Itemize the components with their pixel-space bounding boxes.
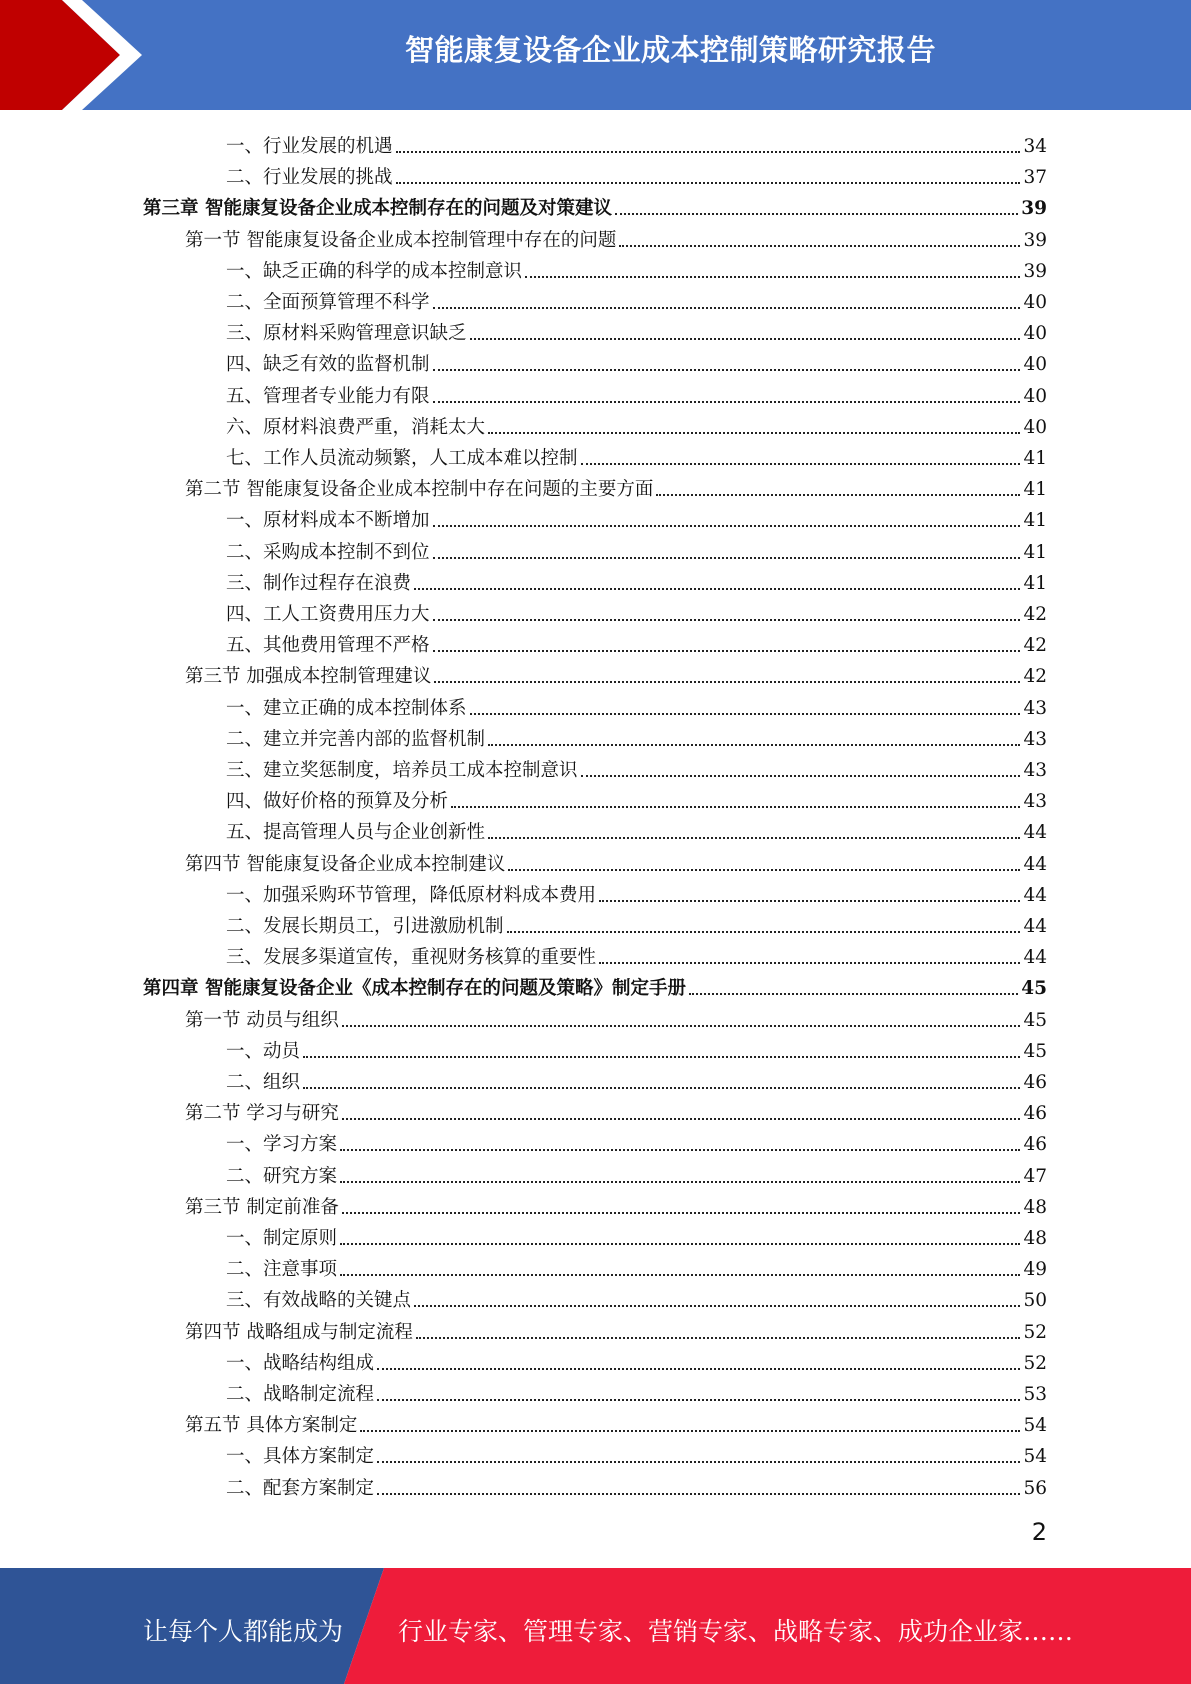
toc-entry-page: 46 (1023, 1072, 1047, 1093)
toc-dot-leader (433, 307, 1021, 309)
toc-subsection-entry[interactable] (226, 627, 1047, 658)
toc-entry-label: 第三章 智能康复设备企业成本控制存在的问题及对策建议 (143, 198, 612, 220)
toc-dot-leader (689, 993, 1018, 995)
toc-subsection-entry[interactable] (226, 908, 1047, 939)
toc-entry-label: 一、加强采购环节管理，降低原材料成本费用 (226, 884, 597, 906)
toc-subsection-entry[interactable] (226, 1126, 1047, 1157)
toc-dot-leader (433, 525, 1021, 527)
toc-entry-page: 54 (1023, 1415, 1047, 1437)
toc-entry-label: 二、发展长期员工，引进激励机制 (226, 916, 504, 937)
toc-dot-leader (525, 276, 1020, 278)
toc-dot-leader (433, 401, 1021, 403)
toc-dot-leader (414, 1305, 1020, 1307)
toc-entry-page: 40 (1023, 354, 1047, 376)
toc-chapter-entry[interactable] (143, 190, 1047, 221)
toc-dot-leader (581, 463, 1021, 465)
toc-entry-page: 40 (1023, 323, 1047, 345)
toc-dot-leader (360, 1430, 1020, 1432)
toc-subsection-entry[interactable] (226, 1220, 1047, 1251)
page-header (0, 0, 1191, 110)
toc-dot-leader (581, 775, 1021, 777)
toc-subsection-entry[interactable] (226, 721, 1047, 752)
toc-entry-page: 44 (1023, 822, 1047, 844)
toc-section-entry[interactable] (185, 1189, 1047, 1220)
toc-dot-leader (377, 1493, 1020, 1495)
toc-subsection-entry[interactable] (226, 565, 1047, 596)
toc-subsection-entry[interactable] (226, 1470, 1047, 1501)
report-title: 智能康复设备企业成本控制策略研究报告 (404, 33, 936, 67)
toc-entry-page: 46 (1023, 1103, 1047, 1125)
toc-dot-leader (451, 806, 1020, 808)
toc-entry-page: 39 (1023, 229, 1047, 251)
toc-entry-label: 七、工作人员流动频繁，人工成本难以控制 (226, 448, 578, 469)
toc-entry-label: 二、战略制定流程 (226, 1384, 375, 1405)
toc-section-entry[interactable] (185, 846, 1047, 877)
toc-entry-page: 40 (1023, 385, 1047, 407)
toc-dot-leader (508, 869, 1020, 871)
toc-entry-label: 三、建立奖惩制度，培养员工成本控制意识 (226, 760, 578, 781)
toc-entry-label: 第四节 智能康复设备企业成本控制建议 (185, 853, 506, 875)
toc-entry-label: 四、做好价格的预算及分析 (226, 791, 449, 813)
toc-entry-page: 50 (1023, 1290, 1047, 1312)
toc-entry-page: 48 (1023, 1196, 1047, 1218)
toc-entry-label: 一、学习方案 (226, 1134, 338, 1156)
toc-entry-page: 41 (1023, 510, 1047, 532)
toc-section-entry[interactable] (185, 1314, 1047, 1345)
toc-dot-leader (303, 1056, 1020, 1058)
toc-dot-leader (377, 1399, 1020, 1401)
toc-entry-page: 44 (1023, 853, 1047, 875)
toc-entry-label: 第二节 学习与研究 (185, 1103, 339, 1125)
toc-entry-label: 一、原材料成本不断增加 (226, 510, 430, 532)
toc-entry-page: 37 (1023, 167, 1047, 189)
footer-slogan-left: 让每个人都能成为 (143, 1617, 344, 1646)
toc-entry-label: 二、配套方案制定 (226, 1477, 375, 1499)
page-footer (0, 1568, 1191, 1684)
toc-entry-page: 41 (1023, 572, 1047, 594)
toc-subsection-entry[interactable] (226, 1345, 1047, 1376)
page-number: 2 (1031, 1518, 1047, 1546)
toc-entry-page: 42 (1023, 635, 1047, 657)
toc-entry-label: 一、战略结构组成 (226, 1352, 375, 1374)
toc-subsection-entry[interactable] (226, 502, 1047, 533)
toc-entry-page: 53 (1023, 1384, 1047, 1405)
toc-dot-leader (619, 245, 1020, 247)
toc-subsection-entry[interactable] (226, 409, 1047, 440)
toc-entry-label: 一、建立正确的成本控制体系 (226, 697, 467, 719)
toc-entry-label: 二、研究方案 (226, 1165, 338, 1187)
toc-entry-page: 42 (1023, 666, 1047, 688)
toc-entry-page: 39 (1023, 260, 1047, 282)
toc-entry-page: 45 (1023, 1009, 1047, 1031)
toc-entry-label: 三、有效战略的关键点 (226, 1290, 412, 1312)
toc-entry-page: 43 (1023, 697, 1047, 719)
toc-dot-leader (340, 1243, 1020, 1245)
toc-dot-leader (396, 182, 1021, 184)
toc-entry-page: 44 (1023, 916, 1047, 937)
toc-entry-label: 二、组织 (226, 1072, 301, 1093)
toc-dot-leader (488, 837, 1020, 839)
toc-entry-page: 43 (1023, 760, 1047, 781)
toc-entry-label: 三、制作过程存在浪费 (226, 572, 412, 594)
toc-dot-leader (433, 650, 1021, 652)
toc-entry-page: 44 (1023, 947, 1047, 969)
toc-subsection-entry[interactable] (226, 346, 1047, 377)
toc-subsection-entry[interactable] (226, 1033, 1047, 1064)
toc-subsection-entry[interactable] (226, 752, 1047, 783)
toc-entry-page: 48 (1023, 1228, 1047, 1249)
toc-entry-label: 二、注意事项 (226, 1259, 338, 1281)
toc-dot-leader (340, 1149, 1020, 1151)
toc-dot-leader (416, 1337, 1021, 1339)
toc-dot-leader (599, 900, 1020, 902)
toc-section-entry[interactable] (185, 658, 1047, 689)
toc-entry-label: 第一节 动员与组织 (185, 1009, 339, 1031)
toc-section-entry[interactable] (185, 1002, 1047, 1033)
toc-entry-page: 34 (1023, 136, 1047, 157)
toc-subsection-entry[interactable] (226, 378, 1047, 409)
toc-subsection-entry[interactable] (226, 1158, 1047, 1189)
toc-entry-label: 一、具体方案制定 (226, 1446, 375, 1468)
toc-dot-leader (342, 1212, 1021, 1214)
toc-entry-label: 三、原材料采购管理意识缺乏 (226, 323, 467, 345)
toc-subsection-entry[interactable] (226, 440, 1047, 471)
toc-entry-label: 四、缺乏有效的监督机制 (226, 354, 430, 376)
toc-dot-leader (342, 1118, 1021, 1120)
toc-entry-page: 40 (1023, 416, 1047, 438)
toc-subsection-entry[interactable] (226, 690, 1047, 721)
toc-entry-label: 五、其他费用管理不严格 (226, 635, 430, 657)
toc-entry-label: 第五节 具体方案制定 (185, 1415, 358, 1437)
toc-dot-leader (342, 1025, 1021, 1027)
toc-entry-page: 41 (1023, 479, 1047, 501)
toc-subsection-entry[interactable] (226, 284, 1047, 315)
toc-subsection-entry[interactable] (226, 814, 1047, 845)
toc-entry-page: 44 (1023, 884, 1047, 906)
toc-entry-page: 52 (1023, 1352, 1047, 1374)
toc-dot-leader (656, 494, 1020, 496)
toc-subsection-entry[interactable] (226, 253, 1047, 284)
footer-slogan-right: 行业专家、管理专家、营销专家、战略专家、成功企业家…… (398, 1617, 1074, 1646)
toc-dot-leader (615, 213, 1018, 215)
toc-subsection-entry[interactable] (226, 1282, 1047, 1313)
toc-subsection-entry[interactable] (226, 1438, 1047, 1469)
toc-dot-leader (396, 151, 1021, 153)
toc-dot-leader (488, 432, 1020, 434)
toc-entry-page: 43 (1023, 728, 1047, 750)
toc-entry-label: 六、原材料浪费严重，消耗太大 (226, 416, 486, 438)
toc-entry-page: 41 (1023, 541, 1047, 563)
toc-entry-label: 第四节 战略组成与制定流程 (185, 1321, 413, 1343)
toc-dot-leader (488, 744, 1020, 746)
toc-chapter-entry[interactable] (143, 970, 1047, 1001)
toc-entry-page: 40 (1023, 292, 1047, 313)
toc-entry-label: 一、制定原则 (226, 1228, 338, 1249)
toc-entry-label: 二、全面预算管理不科学 (226, 292, 430, 313)
toc-entry-label: 第二节 智能康复设备企业成本控制中存在问题的主要方面 (185, 479, 654, 501)
toc-subsection-entry[interactable] (226, 939, 1047, 970)
toc-entry-page: 49 (1023, 1259, 1047, 1281)
toc-entry-label: 二、采购成本控制不到位 (226, 541, 430, 563)
toc-entry-label: 第三节 加强成本控制管理建议 (185, 666, 432, 688)
toc-entry-page: 54 (1023, 1446, 1047, 1468)
toc-dot-leader (340, 1181, 1020, 1183)
toc-dot-leader (414, 588, 1020, 590)
toc-subsection-entry[interactable] (226, 159, 1047, 190)
toc-dot-leader (433, 369, 1021, 371)
toc-entry-page: 41 (1023, 448, 1047, 469)
toc-dot-leader (377, 1368, 1020, 1370)
toc-entry-label: 一、缺乏正确的科学的成本控制意识 (226, 260, 523, 282)
toc-entry-page: 46 (1023, 1134, 1047, 1156)
toc-entry-label: 一、行业发展的机遇 (226, 136, 393, 157)
toc-section-entry[interactable] (185, 471, 1047, 502)
toc-entry-label: 五、管理者专业能力有限 (226, 385, 430, 407)
toc-entry-page: 45 (1021, 978, 1047, 1000)
toc-entry-label: 五、提高管理人员与企业创新性 (226, 822, 486, 844)
toc-section-entry[interactable] (185, 1407, 1047, 1438)
toc-section-entry[interactable] (185, 222, 1047, 253)
toc-dot-leader (433, 557, 1021, 559)
toc-entry-page: 43 (1023, 791, 1047, 813)
toc-entry-label: 第一节 智能康复设备企业成本控制管理中存在的问题 (185, 229, 617, 251)
toc-dot-leader (303, 1087, 1020, 1089)
toc-entry-label: 三、发展多渠道宣传，重视财务核算的重要性 (226, 947, 597, 969)
toc-entry-page: 42 (1023, 604, 1047, 625)
toc-entry-label: 一、动员 (226, 1040, 301, 1062)
toc-entry-label: 二、行业发展的挑战 (226, 167, 393, 189)
toc-subsection-entry[interactable] (226, 877, 1047, 908)
toc-subsection-entry[interactable] (226, 596, 1047, 627)
toc-entry-label: 第三节 制定前准备 (185, 1196, 339, 1218)
toc-entry-page: 39 (1021, 198, 1047, 220)
toc-entry-page: 47 (1023, 1165, 1047, 1187)
toc-entry-label: 二、建立并完善内部的监督机制 (226, 728, 486, 750)
toc-section-entry[interactable] (185, 1095, 1047, 1126)
toc-entry-label: 四、工人工资费用压力大 (226, 604, 430, 625)
toc-dot-leader (377, 1461, 1020, 1463)
toc-dot-leader (470, 338, 1021, 340)
toc-dot-leader (507, 931, 1021, 933)
toc-dot-leader (470, 713, 1021, 715)
toc-entry-page: 56 (1023, 1477, 1047, 1499)
toc-entry-label: 第四章 智能康复设备企业《成本控制存在的问题及策略》制定手册 (143, 978, 686, 1000)
toc-subsection-entry[interactable] (226, 783, 1047, 814)
toc-subsection-entry[interactable] (226, 1251, 1047, 1282)
toc-subsection-entry[interactable] (226, 315, 1047, 346)
toc-dot-leader (434, 681, 1020, 683)
toc-dot-leader (340, 1274, 1020, 1276)
toc-subsection-entry[interactable] (226, 534, 1047, 565)
toc-entry-page: 45 (1023, 1040, 1047, 1062)
toc-entry-page: 52 (1023, 1321, 1047, 1343)
toc-subsection-entry[interactable] (226, 1064, 1047, 1095)
toc-subsection-entry[interactable] (226, 128, 1047, 159)
toc-dot-leader (599, 962, 1020, 964)
toc-subsection-entry[interactable] (226, 1376, 1047, 1407)
toc-dot-leader (433, 619, 1021, 621)
